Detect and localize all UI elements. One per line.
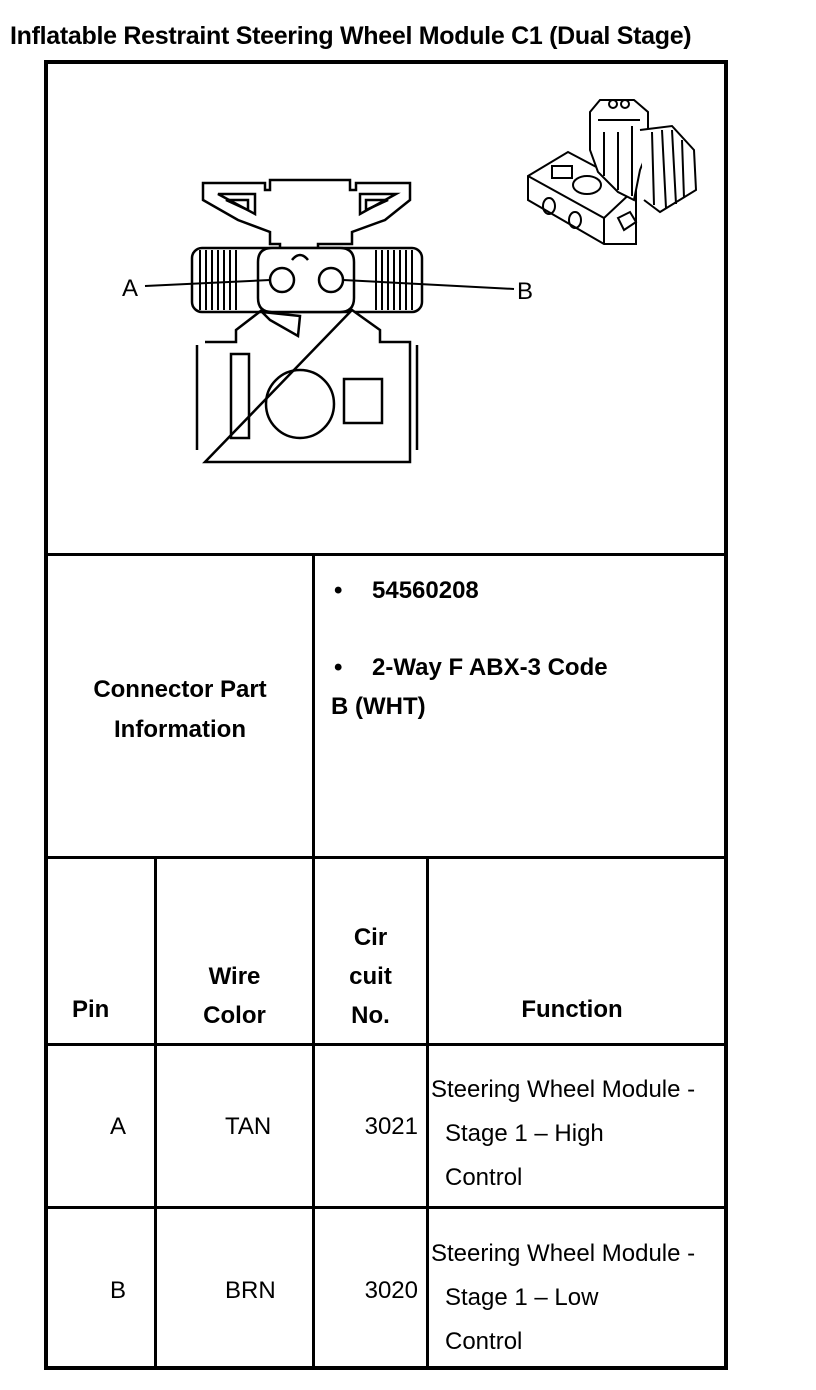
row-a-function (431, 1068, 695, 1200)
page-title: Inflatable Restraint Steering Wheel Module C1 (Dual Stage) (10, 22, 692, 50)
header-pin: Pin (72, 996, 110, 1023)
connector-info-label (48, 670, 312, 750)
connector-info-label-line2: Information (114, 716, 246, 743)
header-wire-color-line1: Wire (208, 963, 261, 990)
header-wire-color-line2: Color (203, 1002, 266, 1029)
row-b-wire-color: BRN (225, 1277, 276, 1304)
row-a-pin: A (110, 1113, 127, 1140)
row-b-pin: B (110, 1277, 127, 1304)
divider-header-bottom (44, 1043, 728, 1046)
row-a-circuit: 3021 (364, 1113, 418, 1140)
connector-info-label-line1: Connector Part (93, 676, 267, 703)
divider-pin-column (154, 856, 157, 1370)
row-a-function-line3: Control (445, 1164, 523, 1191)
header-wire-color (157, 957, 312, 1035)
row-b-function (431, 1232, 695, 1364)
bullet-description: • (334, 654, 343, 681)
connector-isometric-view (528, 100, 696, 244)
header-circuit-line2: cuit (349, 963, 392, 990)
connector-face-view (145, 180, 514, 462)
row-b-circuit: 3020 (364, 1277, 418, 1304)
header-circuit-line3: No. (351, 1002, 390, 1029)
header-function: Function (521, 996, 623, 1023)
row-a-wire-color: TAN (225, 1113, 272, 1140)
row-b-function-line1: Steering Wheel Module - (431, 1240, 696, 1267)
divider-row-a-bottom (44, 1206, 728, 1209)
divider-info-bottom (44, 856, 728, 859)
header-circuit-line1: Cir (353, 924, 388, 951)
pin-b-callout: B (517, 278, 534, 305)
row-a-function-line2: Stage 1 – High (445, 1120, 604, 1147)
row-a-function-line1: Steering Wheel Module - (431, 1076, 696, 1103)
connector-description-line2: B (WHT) (331, 693, 426, 720)
pin-a-callout: A (122, 275, 139, 302)
part-number: 54560208 (372, 577, 479, 604)
bullet-part-number: • (334, 577, 343, 604)
row-b-function-line3: Control (445, 1328, 523, 1355)
divider-circuit-column (426, 856, 429, 1370)
header-circuit (315, 918, 426, 1035)
row-b-function-line2: Stage 1 – Low (445, 1284, 599, 1311)
connector-description-line1: 2-Way F ABX-3 Code (372, 654, 608, 681)
divider-diagram-bottom (44, 553, 728, 556)
connector-diagram (48, 64, 724, 553)
